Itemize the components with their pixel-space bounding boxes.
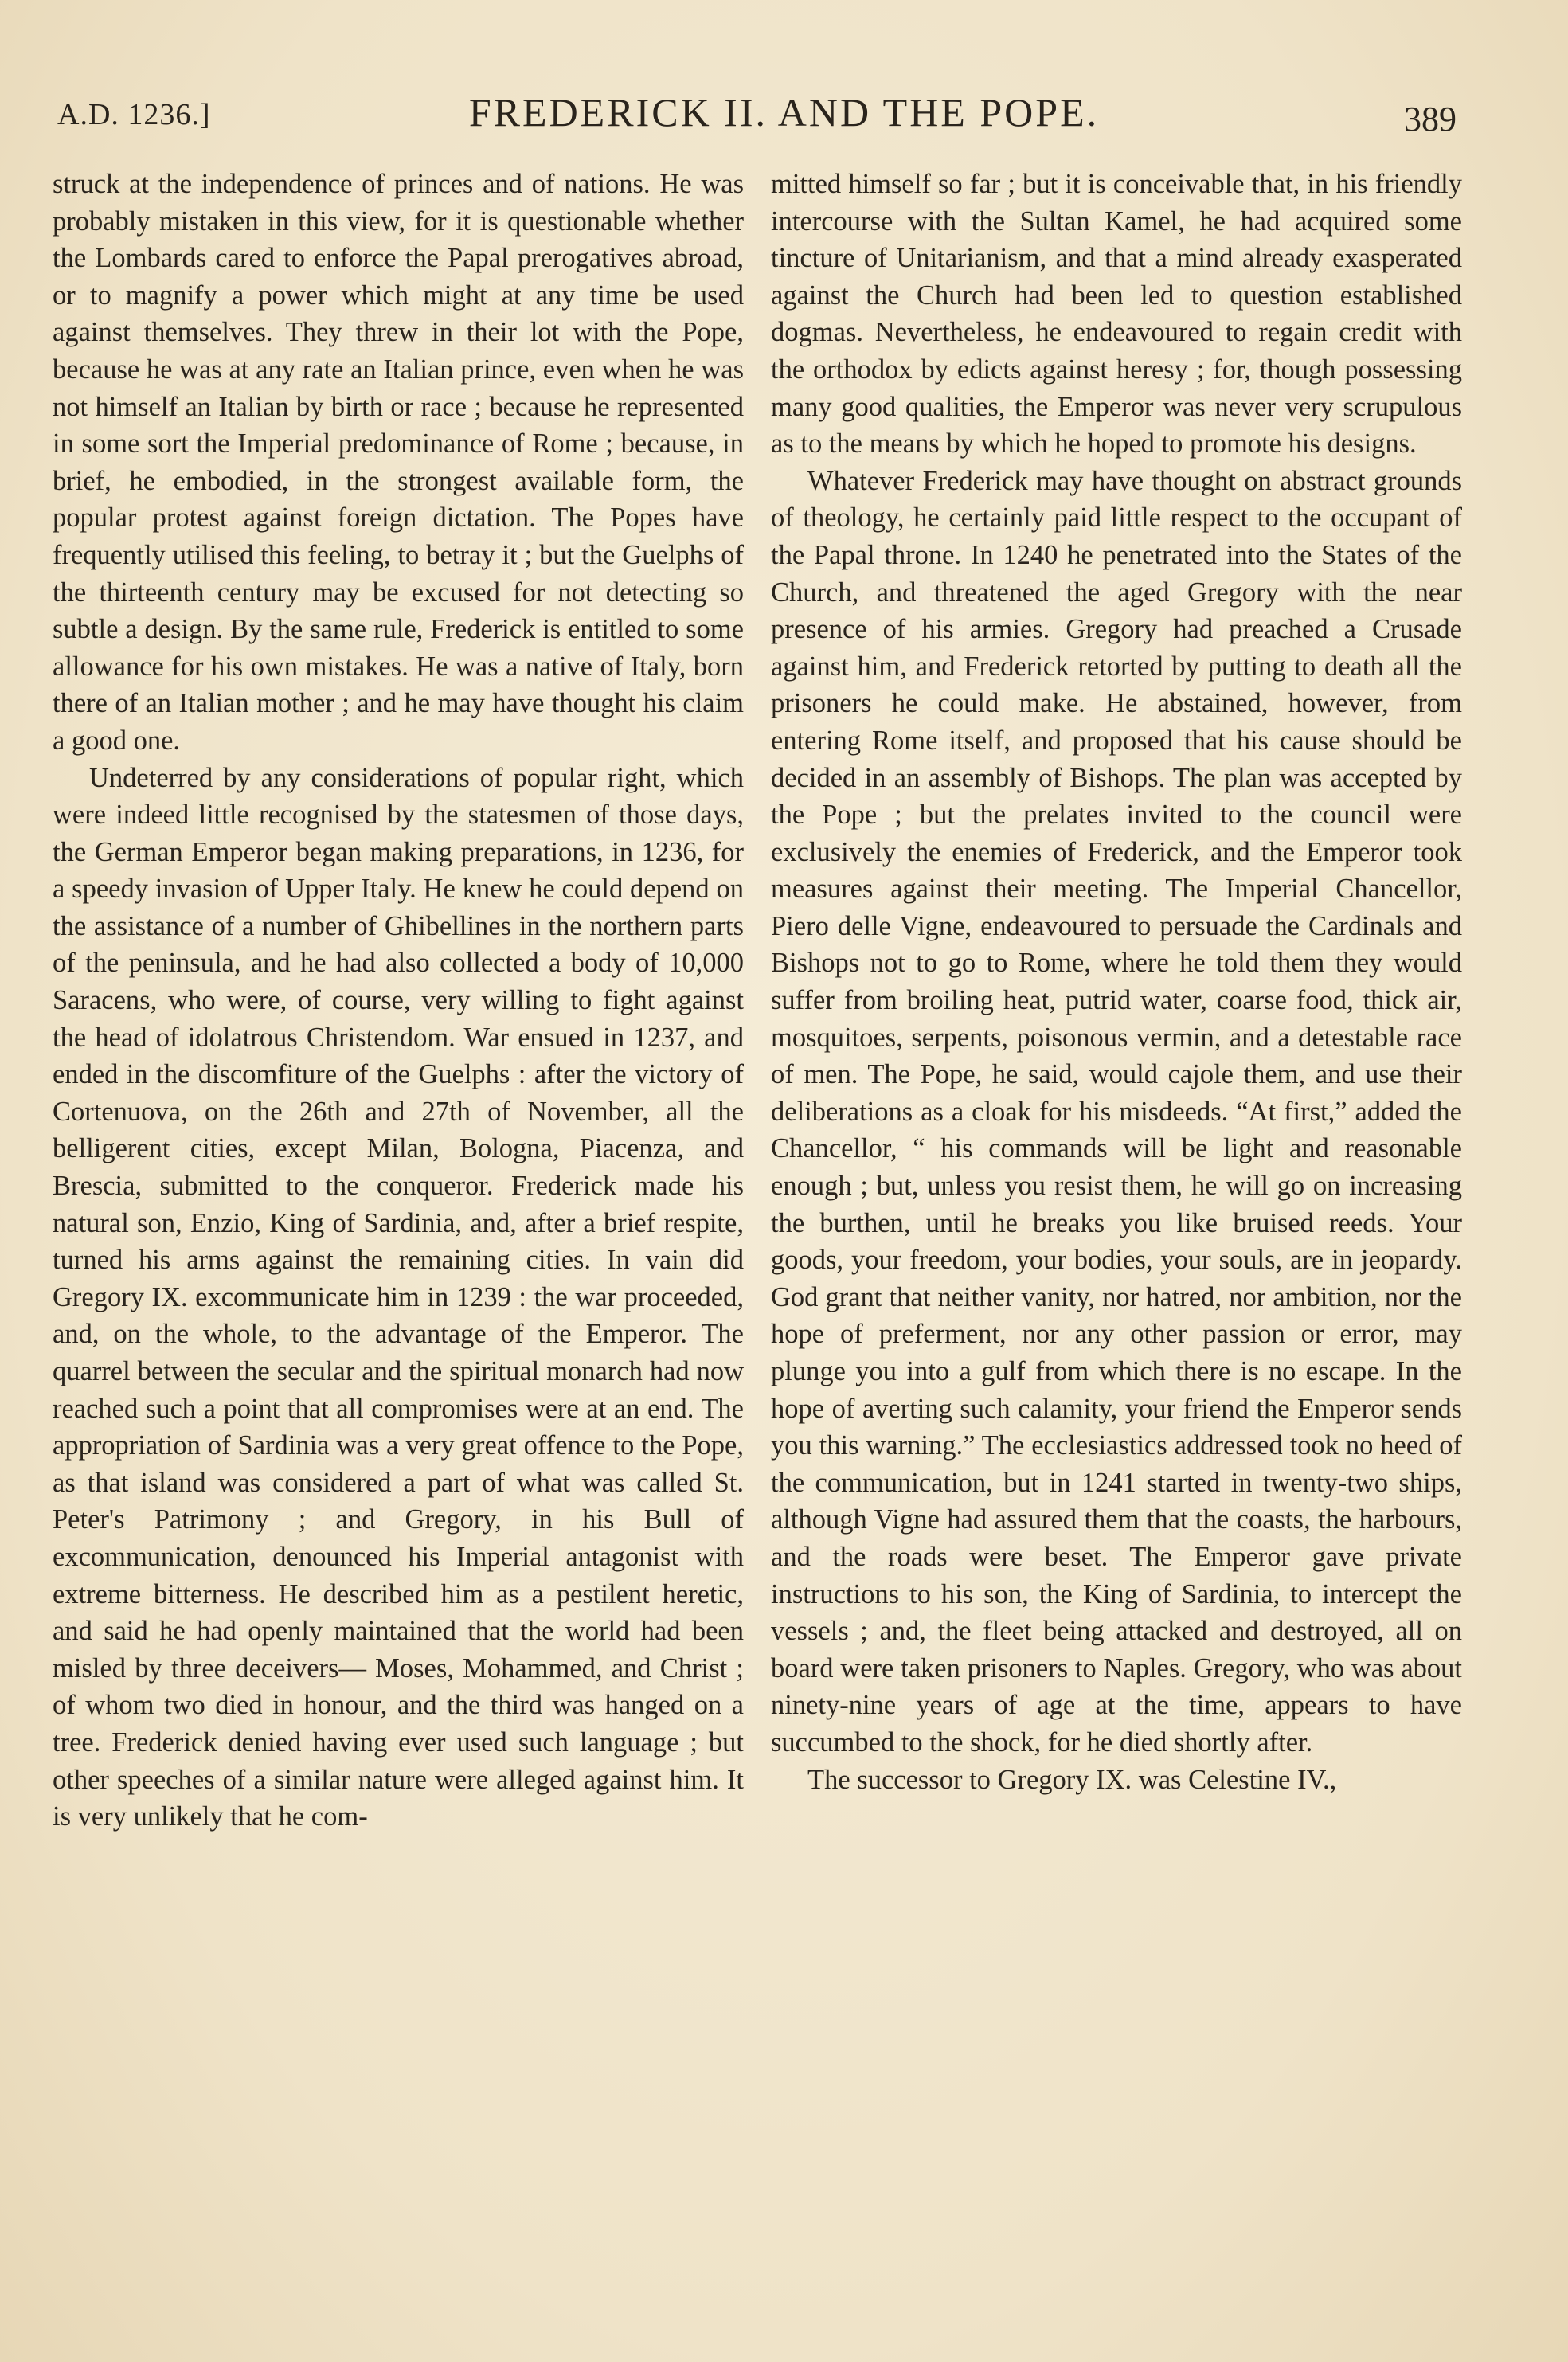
paragraph: Whatever Frederick may have thought on abstract grounds of theology, he certainly paid little respect to the occupant of the Papal throne. In 1240 he penetrated into the States of the Church, and threatened the aged Gregory with the near presence of his armies. Gregory had preached a Crusade against him, and Frederick retorted by putting to death all the prisoners he could make. He abstained, however, from entering Rome itself, and proposed that his cause should be decided in an assembly of Bishops. The plan was accepted by the Pope ; but the prelates invited to the council were exclusively the enemies of Frederick, and the Emperor took measures against their meeting. The Imperial Chancellor, Piero delle Vigne, endeavoured to persuade the Cardinals and Bishops not to go to Rome, where he told them they would suffer from broiling heat, putrid water, coarse food, thick air, mosquitoes, serpents, poisonous vermin, and a detestable race of men. The Pope, he said, would cajole them, and use their deliberations as a cloak for his misdeeds. “At first,” added the Chancellor, “ his commands will be light and reasonable enough ; but, unless you resist them, he will go on increasing the burthen, until he breaks you like bruised reeds. Your goods, your freedom, your bodies, your souls, are in jeopardy. God grant that neither vanity, nor hatred, nor ambition, nor the hope of preferment, nor any other passion or error, may plunge you into a gulf from which there is no escape. In the hope of averting such calamity, your friend the Emperor sends you this warning.” The ecclesiastics addressed took no heed of the communication, but in 1241 started in twenty-two ships, although Vigne had assured them that the coasts, the harbours, and the roads were beset. The Emperor gave private instructions to his son, the King of Sardinia, to intercept the vessels ; and, the fleet being attacked and destroyed, all on board were taken prisoners to Naples. Gregory, who was about ninety-nine years of age at the time, appears to have succumbed to the shock, for he died shortly after. bbox=[771, 465, 1462, 1758]
paragraph: mitted himself so far ; but it is conceivable that, in his friendly intercourse with the Sultan Kamel, he had acquired some tincture of Unitarianism, and that a mind already exasperated against the Church had been led to question established dogmas. Nevertheless, he endeavoured to regain credit with the orthodox by edicts against heresy ; for, though possessing many good qualities, the Emperor was never very scrupulous as to the means by which he hoped to promote his designs. bbox=[771, 169, 1462, 459]
running-header bbox=[0, 89, 1568, 137]
page-number: 389 bbox=[1404, 100, 1457, 139]
paragraph: The successor to Gregory IX. was Celestine IV., bbox=[807, 1764, 1337, 1795]
left-column bbox=[53, 166, 744, 1836]
paragraph: Undeterred by any considerations of popular right, which were indeed little recognised by the statesmen of those days, the German Emperor began making preparations, in 1236, for a speedy invasion of Upper Italy. He knew he could depend on the assistance of a number of Ghibellines in the northern parts of the peninsula, and he had also collected a body of 10,000 Saracens, who were, of course, very willing to fight against the head of idolatrous Christendom. War ensued in 1237, and ended in the discomfiture of the Guelphs : after the victory of Cortenuova, on the 26th and 27th of November, all the belligerent cities, except Milan, Bologna, Piacenza, and Brescia, submitted to the conqueror. Frederick made his natural son, Enzio, King of Sardinia, and, after a brief respite, turned his arms against the remaining cities. In vain did Gregory IX. excommunicate him in 1239 : the war proceeded, and, on the whole, to the advantage of the Emperor. The quarrel between the secular and the spiritual monarch had now reached such a point that all compromises were at an end. The appropriation of Sardinia was a very great offence to the Pope, as that island was considered a part of what was called St. Peter's Patrimony ; and Gregory, in his Bull of excommunication, denounced his Imperial antagonist with extreme bitterness. He described him as a pestilent heretic, and said he had openly maintained that the world had been misled by three deceivers— Moses, Mohammed, and Christ ; of whom two died in honour, and the third was hanged on a tree. Frederick denied having ever used such language ; but other speeches of a similar nature were alleged against him. It is very unlikely that he com- bbox=[53, 762, 744, 1832]
page-title: FREDERICK II. AND THE POPE. bbox=[468, 90, 1100, 135]
right-column bbox=[771, 166, 1462, 1798]
paragraph: struck at the independence of princes and of nations. He was probably mistaken in this view, for it is questionable whether the Lombards cared to enforce the Papal prerogatives abroad, or to magnify a power which might at any time be used against themselves. They threw in their lot with the Pope, because he was at any rate an Italian prince, even when he was not himself an Italian by birth or race ; because he represented in some sort the Imperial predominance of Rome ; because, in brief, he embodied, in the strongest available form, the popular protest against foreign dictation. The Popes have frequently utilised this feeling, to betray it ; but the Guelphs of the thirteenth century may be excused for not detecting so subtle a design. By the same rule, Frederick is entitled to some allowance for his own mistakes. He was a native of Italy, born there of an Italian mother ; and he may have thought his claim a good one. bbox=[53, 169, 744, 756]
header-date: A.D. 1236.] bbox=[57, 98, 211, 131]
